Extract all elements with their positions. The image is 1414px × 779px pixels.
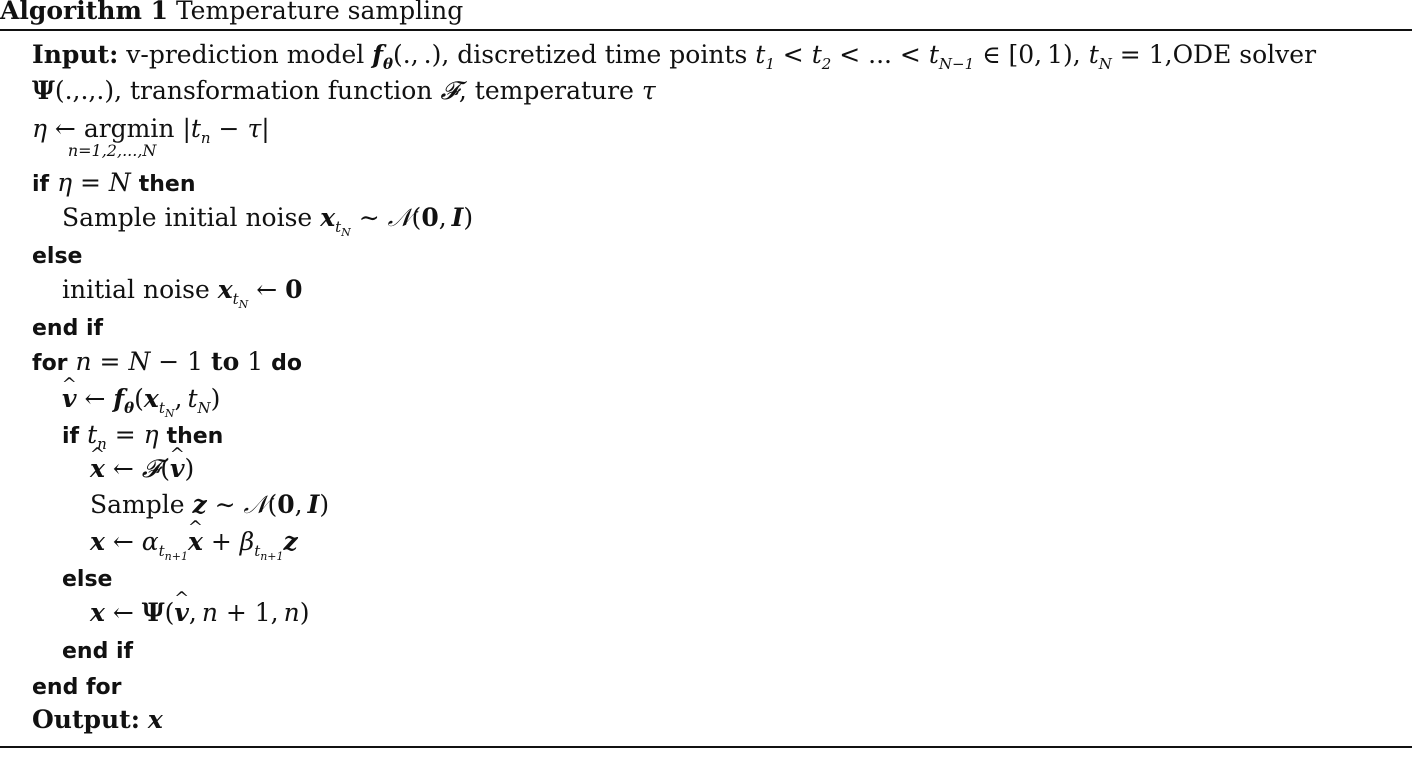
end-for-line (32, 669, 122, 703)
v-hat-line: ^ v ← $f_\theta(x_{t_N}$, $t_N$) (62, 382, 220, 416)
initial-noise-text: initial noise (62, 275, 210, 304)
argmin-subscript: n=1,2,...,N (67, 141, 157, 160)
end-for-keyword: end for (32, 675, 122, 700)
initial-noise-line: initial noise $x_{t_N}$ ← 0 (62, 275, 303, 311)
for-line: for n = N − 1 to 1 do (32, 347, 302, 376)
inner-end-if-keyword: end if (62, 639, 134, 664)
input-line-2: Ψ(.,.,.), transformation function 𝓕, temperature τ (32, 76, 656, 105)
inner-then-keyword: then (166, 424, 224, 449)
inner-else-keyword: else (62, 567, 113, 592)
if-line-1: if η = N then (32, 168, 196, 197)
output-line: Output: x (32, 705, 163, 734)
input-model-text: v-prediction model (126, 40, 365, 69)
end-if-line-2 (62, 633, 133, 667)
algorithm-label: Algorithm 1 (0, 0, 168, 25)
argmin-text: argmin (83, 114, 175, 143)
inner-if-keyword: if (62, 424, 80, 449)
else-line-2 (62, 561, 112, 595)
x-hat-line: ^ x ← 𝓕(^ v) (90, 452, 194, 486)
argmin-operator (67, 112, 175, 160)
input-transform-text: transformation function (129, 76, 433, 105)
input-temperature-text: temperature (474, 76, 634, 105)
output-keyword: Output: (32, 705, 140, 734)
eta-line: η ← argmin n=1,2,...,N $|t_n - \tau|$ (32, 112, 270, 146)
to-keyword: to (211, 347, 240, 376)
input-line-1: Input: v-prediction model $f_\theta$(., .), discretized time points $t_1 < t_2$ < ... < $t_{N-1}$ ∈ [0, 1), $t_N = 1,ODE$ solver (32, 40, 1317, 73)
else-keyword: else (32, 244, 83, 269)
then-keyword: then (138, 172, 196, 197)
input-keyword: Input: (32, 40, 119, 69)
bottom-rule (0, 746, 1412, 748)
psi-line: x ← Ψ(^ v, n + 1, n) (90, 596, 310, 630)
if-keyword: if (32, 172, 50, 197)
do-keyword: do (271, 351, 302, 376)
else-line-1 (32, 238, 82, 272)
input-time-text: discretized time points (457, 40, 748, 69)
if-line-2: if $t_n = \eta$ then (62, 420, 224, 453)
input-solver-text: ODE solver (1172, 40, 1317, 69)
end-if-line-1 (32, 310, 103, 344)
for-keyword: for (32, 351, 68, 376)
x-update-line: x ← $\alpha_{t_{n+1}}\^{}$ $x + \beta_{t_{n+1}}z$ (90, 525, 298, 559)
algorithm-name: Temperature sampling (175, 0, 464, 25)
sample-initial-text: Sample initial noise (62, 203, 313, 232)
top-rule (0, 29, 1412, 31)
sample-initial-line: Sample initial noise $x_{t_N}$ ∼ 𝒩(0, I) (62, 203, 474, 239)
sample-z-line: Sample z ∼ 𝒩(0, I) (90, 490, 330, 519)
algorithm-title (0, 0, 463, 28)
sample-text: Sample (90, 490, 185, 519)
end-if-keyword: end if (32, 316, 104, 341)
